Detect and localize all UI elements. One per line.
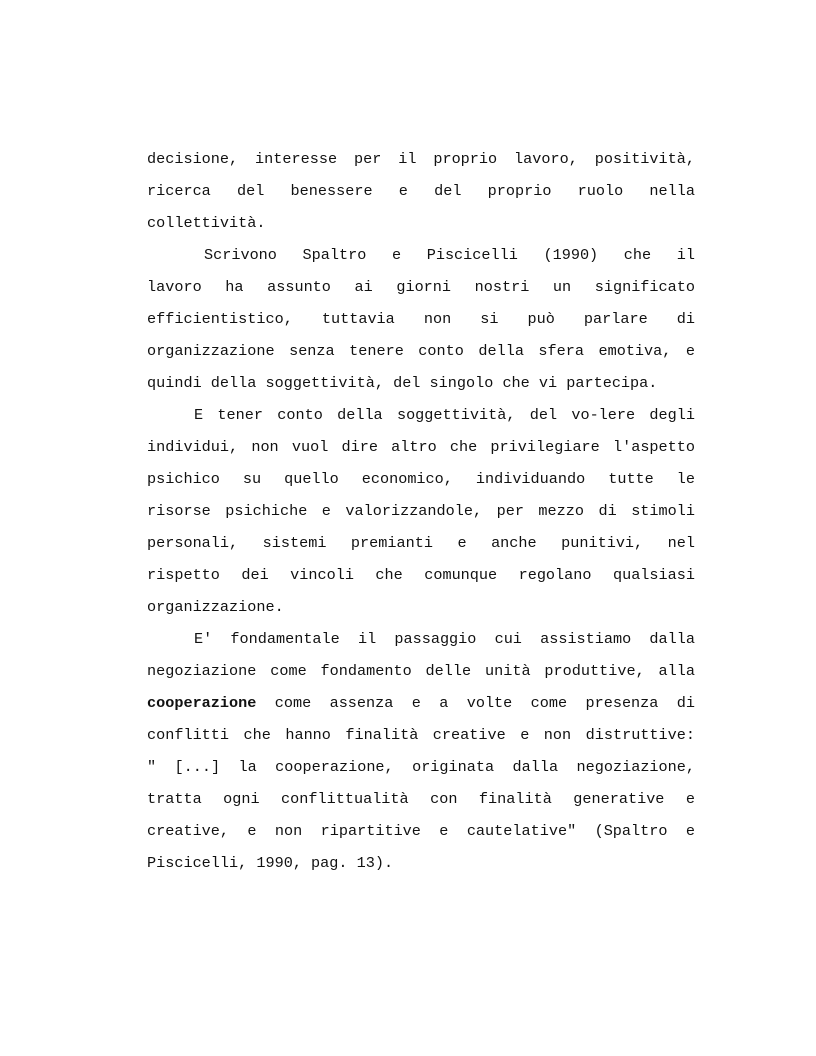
text-line: E' fondamentale il passaggio cui assistiamo dalla [194, 630, 695, 648]
text-line: rispetto dei vincoli che comunque regolano qualsiasi [147, 566, 695, 584]
text-line: quindi della soggettività, del singolo che vi partecipa. [147, 374, 658, 392]
text-line: psichico su quello economico, individuando tutte le [147, 470, 695, 488]
text-line: efficientistico, tuttavia non si può parlare di [147, 310, 695, 328]
paragraph-3 [147, 399, 695, 623]
text-line: negoziazione come fondamento delle unità produttive, alla [147, 662, 695, 680]
text-line-with-bold [147, 687, 695, 719]
text-line: " [...] la cooperazione, originata dalla negoziazione, [147, 758, 695, 776]
paragraph-1 [147, 143, 695, 239]
text-line: decisione, interesse per il proprio lavoro, positività, [147, 150, 695, 168]
text-line: organizzazione senza tenere conto della sfera emotiva, e [147, 342, 695, 360]
text-line: risorse psichiche e valorizzandole, per mezzo di stimoli [147, 502, 695, 520]
text-line: collettività. [147, 214, 266, 232]
text-line: E tener conto della soggettività, del vo-lere degli [194, 406, 695, 424]
text-line: Scrivono Spaltro e Piscicelli (1990) che il [204, 246, 695, 264]
paragraph-4 [147, 623, 695, 879]
document-page [147, 143, 695, 879]
text-span: come assenza e a volte come presenza di [256, 694, 695, 712]
text-line: creative, e non ripartitive e cautelative" (Spaltro e [147, 822, 695, 840]
text-line: individui, non vuol dire altro che privilegiare l'aspetto [147, 438, 695, 456]
text-line: conflitti che hanno finalità creative e non distruttive: [147, 726, 695, 744]
text-line: ricerca del benessere e del proprio ruolo nella [147, 182, 695, 200]
text-line: personali, sistemi premianti e anche punitivi, nel [147, 534, 695, 552]
text-line: Piscicelli, 1990, pag. 13). [147, 854, 394, 872]
text-line: organizzazione. [147, 598, 284, 616]
text-line: tratta ogni conflittualità con finalità generative e [147, 790, 695, 808]
text-line: lavoro ha assunto ai giorni nostri un significato [147, 278, 695, 296]
bold-term: cooperazione [147, 694, 257, 712]
paragraph-2 [147, 239, 695, 399]
